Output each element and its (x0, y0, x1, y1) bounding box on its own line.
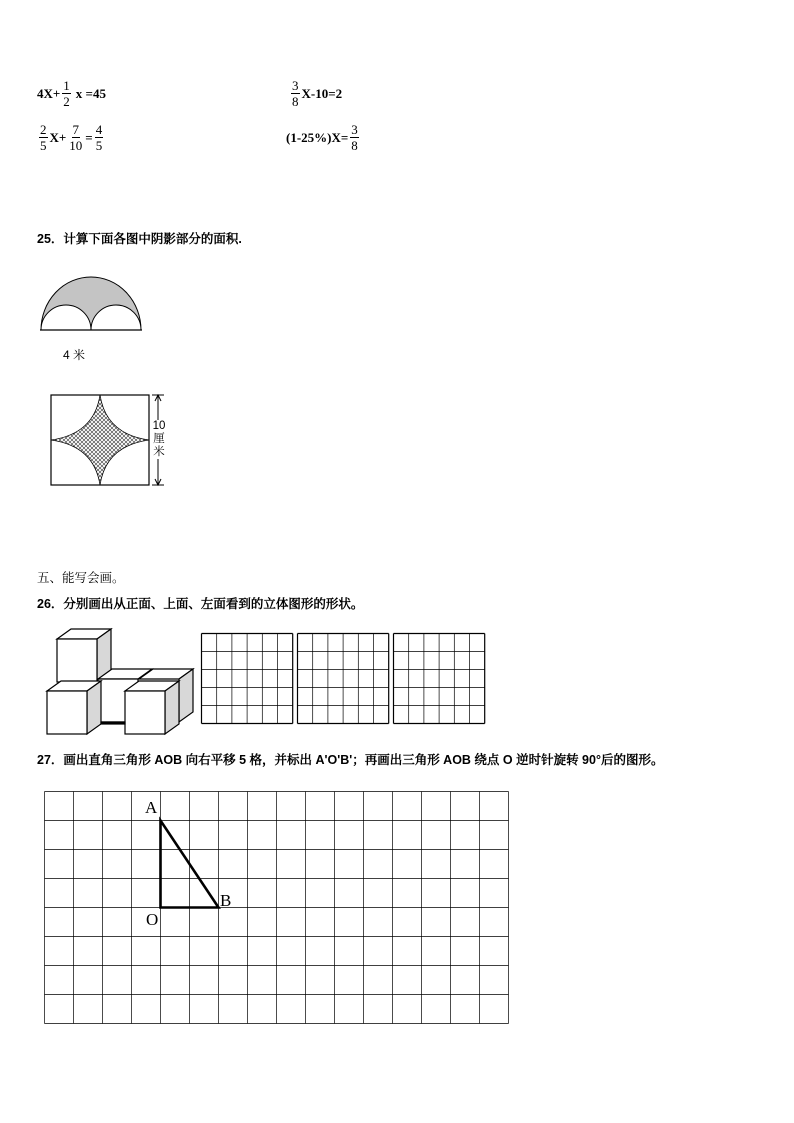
square-dimension-label (152, 420, 166, 459)
question-26: 26．分别画出从正面、上面、左面看到的立体图形的形状。 (37, 597, 364, 611)
view-grid-1 (201, 633, 293, 724)
label-A: A (145, 798, 158, 817)
label-B: B (220, 891, 232, 910)
eq2-fraction (291, 78, 300, 109)
dimension-unit-1: 厘 (153, 433, 165, 445)
cube-figure (44, 627, 196, 737)
question-27: 27．画出直角三角形 AOB 向右平移 5 格，并标出 A'O'B'；再画出三角形 AOB 绕点 O 逆时针旋转 90°后的图形。 (37, 753, 664, 767)
eq1-left: 4X+ (37, 85, 61, 101)
eq4-denominator: 8 (351, 138, 358, 153)
eq1-denominator: 2 (63, 94, 70, 109)
eq3-denominator-3: 5 (95, 138, 103, 153)
eq2-right: X-10=2 (301, 85, 343, 101)
eq3-fraction-2 (68, 122, 83, 153)
eq3-fraction-3 (95, 122, 104, 153)
dimension-number: 10 (152, 420, 166, 432)
equation-3 (37, 122, 105, 153)
equation-2 (289, 78, 342, 109)
eq4-numerator: 3 (351, 122, 358, 137)
eq1-fraction (62, 78, 71, 109)
eq3-mid: X+ (49, 129, 67, 145)
eq3-numerator-2: 7 (72, 122, 80, 137)
view-grid-2 (297, 633, 389, 724)
view-grid-3 (393, 633, 486, 724)
eq4-fraction (350, 122, 359, 153)
equation-4 (286, 122, 361, 153)
eq2-denominator: 8 (292, 94, 299, 109)
eq3-denominator-1: 5 (40, 138, 47, 153)
triangle-grid (44, 791, 508, 1024)
eq1-numerator: 1 (63, 78, 70, 93)
eq3-denominator-2: 10 (69, 138, 83, 153)
equation-1 (37, 78, 106, 109)
semicircle-label: 4 米 (63, 348, 86, 362)
section-5-title: 五、能写会画。 (37, 571, 125, 585)
shaded-region (41, 277, 141, 330)
question-25: 25．计算下面各图中阴影部分的面积. (37, 232, 242, 246)
eq3-numerator-1: 2 (40, 122, 47, 137)
semicircle-figure (40, 272, 142, 334)
dimension-unit-2: 米 (153, 446, 165, 458)
label-O: O (146, 910, 159, 929)
eq2-numerator: 3 (292, 78, 299, 93)
eq4-left: (1-25%)X= (286, 129, 349, 145)
eq3-fraction-1 (39, 122, 48, 153)
eq3-equals: = (85, 129, 93, 145)
eq1-right: x =45 (75, 85, 106, 101)
eq3-numerator-3: 4 (95, 122, 103, 137)
